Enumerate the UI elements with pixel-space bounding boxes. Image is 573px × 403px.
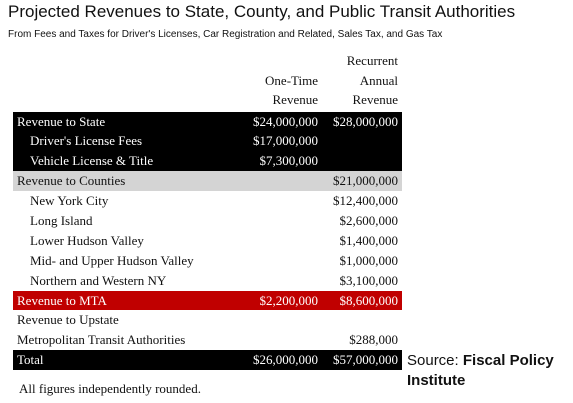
table-row (13, 131, 402, 151)
row-label: Mid- and Upper Hudson Valley (30, 252, 194, 268)
row-label: Driver's License Fees (30, 133, 143, 149)
source-prefix: Source: (407, 352, 463, 369)
header-row-1 (13, 53, 402, 73)
table-row (13, 112, 402, 132)
table-row (13, 231, 402, 251)
col-header-annual-line1: Recurrent (346, 53, 398, 68)
row-label: Total (17, 352, 44, 368)
chart-subtitle: From Fees and Taxes for Driver's Licenses, Car Registration and Related, Sales Tax, and Gas Tax (8, 29, 443, 40)
one-time-revenue-value: $2,200,000 (259, 292, 318, 308)
col-header-one-time-line2: One-Time (265, 72, 318, 88)
row-label: Long Island (30, 212, 93, 228)
table-body (13, 112, 402, 371)
annual-revenue-value: $2,600,000 (339, 212, 398, 228)
row-label: Vehicle License & Title (30, 153, 154, 169)
row-label: Revenue to State (17, 113, 106, 129)
source-name: Fiscal Policy Institute (407, 352, 554, 389)
row-label: Revenue to Counties (17, 173, 126, 189)
table-row (13, 271, 402, 291)
annual-revenue-value: $1,400,000 (339, 232, 398, 248)
row-label: Northern and Western NY (30, 272, 167, 288)
one-time-revenue-value: $24,000,000 (253, 113, 318, 129)
annual-revenue-value: $288,000 (349, 332, 398, 348)
annual-revenue-value: $8,600,000 (339, 292, 398, 308)
row-label: Lower Hudson Valley (30, 232, 144, 248)
annual-revenue-value: $3,100,000 (339, 272, 398, 288)
annual-revenue-value: $21,000,000 (333, 173, 398, 189)
col-header-one-time-line3: Revenue (272, 92, 318, 107)
source-credit (407, 351, 567, 391)
table-row (13, 191, 402, 211)
header-row-2 (13, 73, 402, 93)
row-label: Revenue to MTA (17, 292, 107, 308)
col-header-annual-line2: Annual (359, 72, 398, 88)
table-row (13, 171, 402, 191)
table-row (13, 330, 402, 350)
annual-revenue-value: $57,000,000 (333, 352, 398, 368)
annual-revenue-value: $1,000,000 (339, 252, 398, 268)
col-header-annual-line3: Revenue (352, 92, 398, 107)
table-row (13, 291, 402, 311)
revenue-table (13, 53, 402, 370)
one-time-revenue-value: $7,300,000 (259, 153, 318, 169)
annual-revenue-value: $12,400,000 (333, 193, 398, 209)
table-row (13, 251, 402, 271)
row-label: New York City (30, 193, 109, 209)
row-label: Metropolitan Transit Authorities (17, 332, 186, 348)
table-row (13, 211, 402, 231)
row-label: Revenue to Upstate (17, 312, 119, 328)
annual-revenue-value: $28,000,000 (333, 113, 398, 129)
footnote: All figures independently rounded. (19, 381, 201, 396)
one-time-revenue-value: $17,000,000 (253, 133, 318, 149)
header-row-3 (13, 92, 402, 112)
table-row (13, 350, 402, 370)
one-time-revenue-value: $26,000,000 (253, 352, 318, 368)
table-row (13, 151, 402, 171)
table-row (13, 310, 402, 330)
chart-title: Projected Revenues to State, County, and Public Transit Authorities (8, 2, 516, 21)
